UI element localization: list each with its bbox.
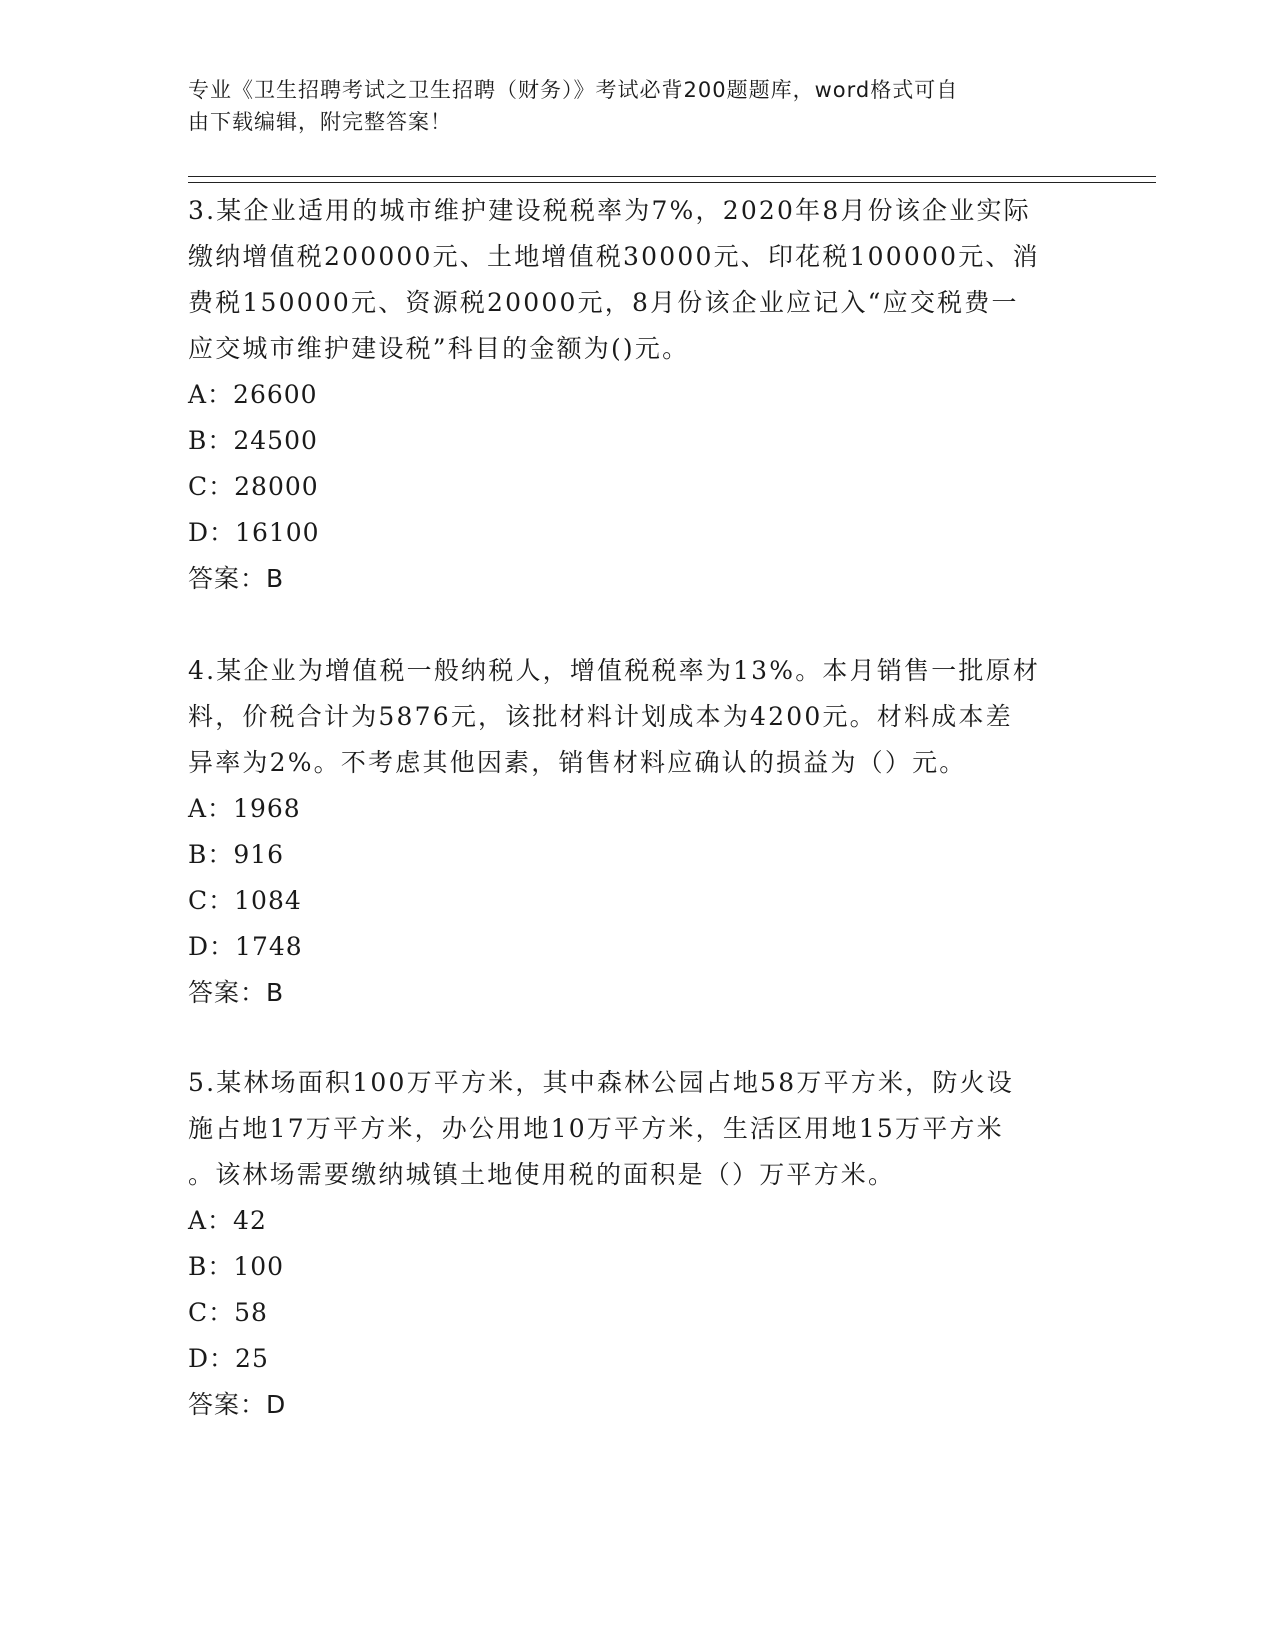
document-header (188, 74, 1068, 138)
option-d: D：25 (188, 1344, 269, 1373)
answer-line: 答案：B (188, 564, 285, 593)
answer-line: 答案：B (188, 978, 285, 1007)
option-b: B：24500 (188, 426, 318, 455)
question-stem-line: 4.某企业为增值税一般纳税人，增值税税率为13%。本月销售一批原材 (188, 656, 1041, 685)
option-c: C：28000 (188, 472, 319, 501)
option-c: C：58 (188, 1298, 268, 1327)
option-c: C：1084 (188, 886, 302, 915)
question-5 (188, 1060, 1088, 1428)
answer-line: 答案：D (188, 1390, 287, 1419)
question-4 (188, 648, 1088, 1016)
question-stem-line: 施占地17万平方米，办公用地10万平方米，生活区用地15万平方米 (188, 1114, 1004, 1143)
option-b: B：100 (188, 1252, 285, 1281)
question-stem-line: 费税150000元、资源税20000元，8月份该企业应记入“应交税费一 (188, 288, 1019, 317)
question-3 (188, 188, 1088, 602)
question-stem-line: 3.某企业适用的城市维护建设税税率为7%，2020年8月份该企业实际 (188, 196, 1031, 225)
header-divider-top (188, 176, 1156, 177)
option-a: A：26600 (188, 380, 318, 409)
question-stem-line: 应交城市维护建设税”科目的金额为()元。 (188, 334, 690, 363)
question-stem-line: 料，价税合计为5876元，该批材料计划成本为4200元。材料成本差 (188, 702, 1013, 731)
option-a: A：1968 (188, 794, 301, 823)
option-d: D：16100 (188, 518, 320, 547)
header-line-1: 专业《卫生招聘考试之卫生招聘（财务）》考试必背200题题库，word格式可自 (188, 78, 959, 102)
question-stem-line: 。该林场需要缴纳城镇土地使用税的面积是（）万平方米。 (188, 1160, 896, 1189)
question-stem-line: 缴纳增值税200000元、土地增值税30000元、印花税100000元、消 (188, 242, 1040, 271)
question-stem-line: 异率为2%。不考虑其他因素，销售材料应确认的损益为（）元。 (188, 748, 967, 777)
option-a: A：42 (188, 1206, 267, 1235)
header-divider-bottom (188, 182, 1156, 183)
option-b: B：916 (188, 840, 285, 869)
option-d: D：1748 (188, 932, 303, 961)
question-stem-line: 5.某林场面积100万平方米，其中森林公园占地58万平方米，防火设 (188, 1068, 1014, 1097)
header-line-2: 由下载编辑，附完整答案！ (188, 110, 452, 134)
